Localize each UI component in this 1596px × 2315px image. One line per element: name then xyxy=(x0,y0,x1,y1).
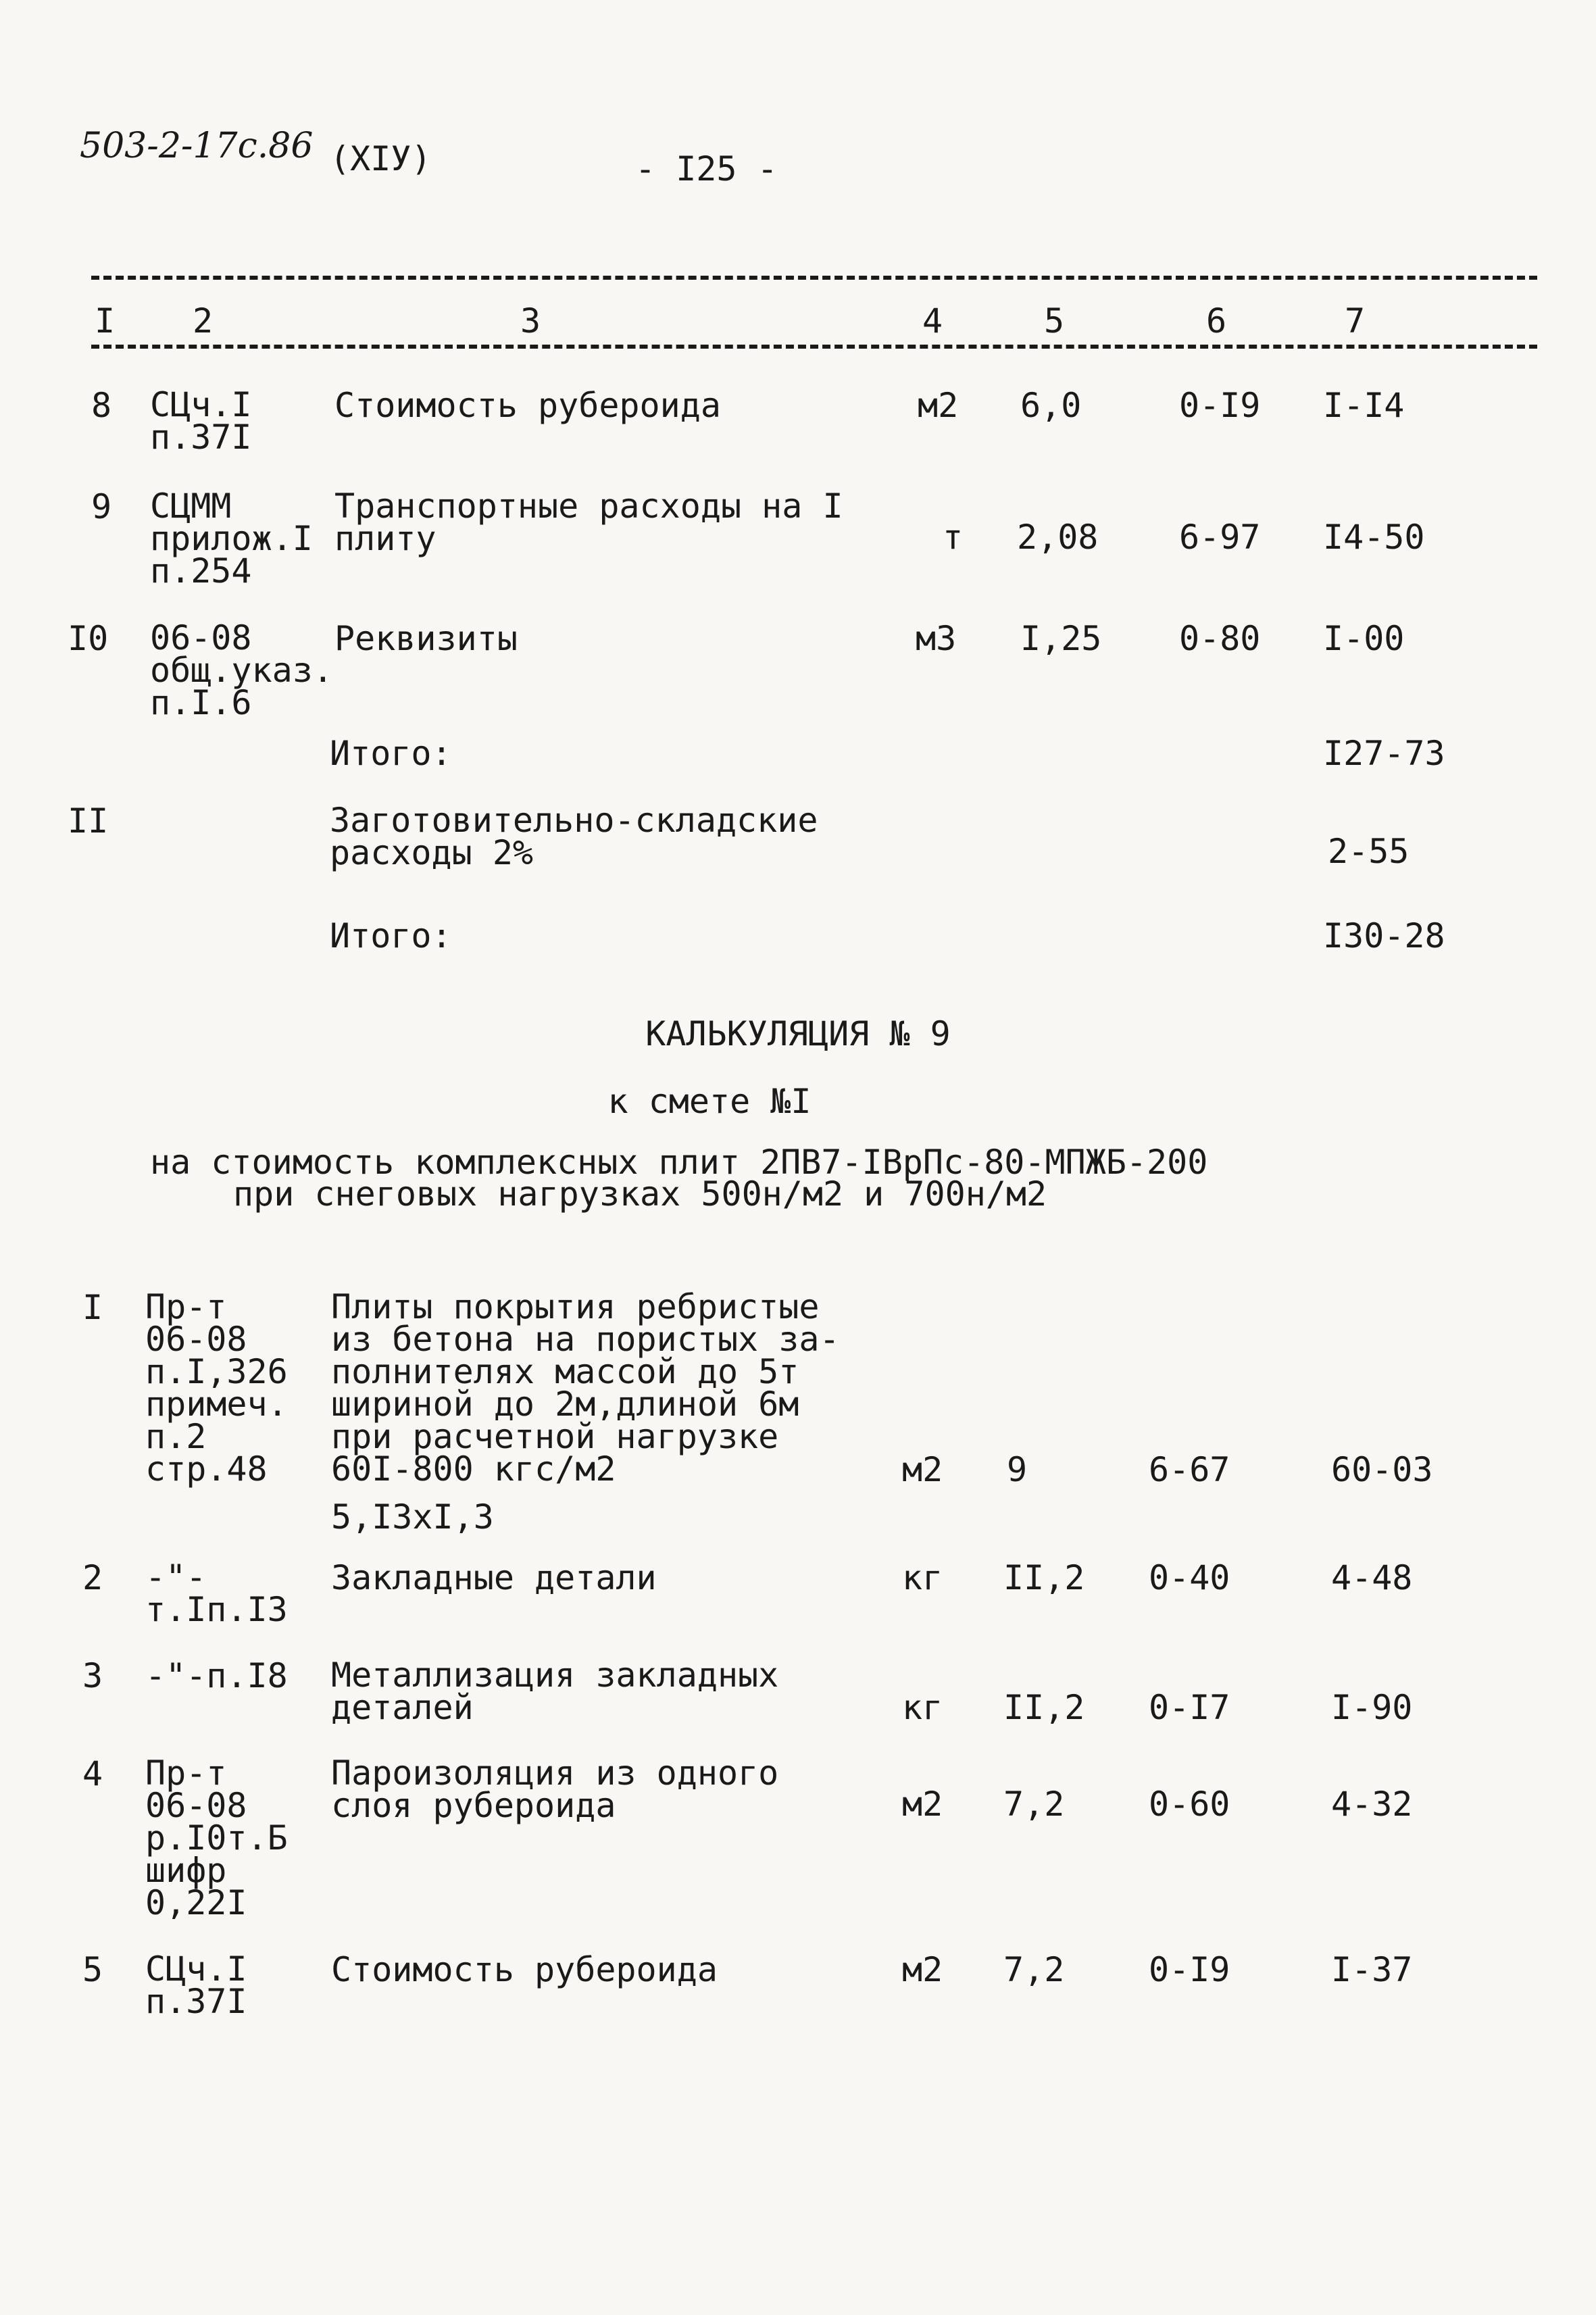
row-total: I-37 xyxy=(1331,1950,1413,1989)
row-price: 0-40 xyxy=(1149,1558,1230,1597)
calc-title: КАЛЬКУЛЯЦИЯ № 9 xyxy=(645,1014,951,1053)
row-price: 6-67 xyxy=(1149,1450,1230,1489)
row-total: 60-03 xyxy=(1331,1450,1433,1489)
row-reference: -"-п.I8 xyxy=(145,1656,288,1695)
col-header-2: 2 xyxy=(193,301,214,341)
row-number: 2 xyxy=(82,1558,103,1597)
row-price: 0-I9 xyxy=(1149,1950,1230,1989)
header-dashed-rule xyxy=(91,345,1537,349)
row-quantity: II,2 xyxy=(1003,1688,1085,1727)
subtotal-label: Итого: xyxy=(330,916,452,955)
row-reference: -"- т.Iп.I3 xyxy=(145,1558,288,1629)
row-quantity: 7,2 xyxy=(1003,1950,1065,1989)
row-description: Реквизиты xyxy=(334,619,518,658)
row-quantity: 2,08 xyxy=(1017,518,1099,557)
row-description: Металлизация закладных деталей xyxy=(331,1656,779,1727)
row-total: 4-48 xyxy=(1331,1558,1413,1597)
row-quantity: II,2 xyxy=(1003,1558,1085,1597)
row-price: 0-60 xyxy=(1149,1785,1230,1824)
row-total: 2-55 xyxy=(1328,832,1410,871)
row-description: Стоимость рубероида xyxy=(331,1950,718,1989)
document-code: 503-2-17с.86 xyxy=(80,126,314,166)
col-header-1: I xyxy=(95,301,116,341)
row-reference: СЦч.I п.37I xyxy=(145,1949,247,2021)
row-unit: м3 xyxy=(916,619,957,658)
row-description: Закладные детали xyxy=(331,1558,657,1597)
document-part: (XIУ) xyxy=(330,139,432,178)
row-number: I xyxy=(82,1288,103,1327)
row-reference: Пр-т 06-08 п.I,326 примеч. п.2 стр.48 xyxy=(145,1287,288,1489)
subtotal-value: I30-28 xyxy=(1323,916,1445,955)
row-total: 4-32 xyxy=(1331,1785,1413,1824)
row-unit: т xyxy=(943,518,964,557)
calc-subtitle: к смете №I xyxy=(607,1082,812,1121)
row-unit: кг xyxy=(902,1558,943,1597)
col-header-3: 3 xyxy=(520,301,541,341)
row-price: 6-97 xyxy=(1179,518,1261,557)
calc-description-line-2: при снеговых нагрузках 500н/м2 и 700н/м2 xyxy=(233,1174,1047,1214)
row-unit: м2 xyxy=(902,1950,943,1989)
row-unit: м2 xyxy=(918,386,959,425)
row-unit: кг xyxy=(902,1688,943,1727)
col-header-4: 4 xyxy=(922,301,943,341)
row-quantity: 6,0 xyxy=(1020,386,1082,425)
row-description: Плиты покрытия ребристые из бетона на пористых за- полнителях массой до 5т шириной до 2м,длиной 6м при расчетной нагрузке 60I-800 кгс/м2 xyxy=(331,1287,840,1489)
row-description: Пароизоляция из одного слоя рубероида xyxy=(331,1753,779,1825)
row-reference: СЦч.I п.37I xyxy=(150,385,252,457)
row-price: 0-I9 xyxy=(1179,386,1261,425)
row-unit: м2 xyxy=(902,1785,943,1824)
row-number: 5 xyxy=(82,1950,103,1989)
row-total: I-90 xyxy=(1331,1688,1413,1727)
calc-description-line-1: на стоимость комплексных плит 2ПВ7-IВрПс-80-МПЖБ-200 xyxy=(150,1143,1208,1182)
row-total: I-00 xyxy=(1323,619,1405,658)
row-price: 0-I7 xyxy=(1149,1688,1230,1727)
row-unit: м2 xyxy=(902,1450,943,1489)
row-reference: Пр-т 06-08 р.I0т.Б шифр 0,22I xyxy=(145,1753,288,1922)
row-description: Заготовительно-складские расходы 2% xyxy=(330,801,818,872)
row-number: 3 xyxy=(82,1656,103,1695)
top-dashed-rule xyxy=(91,276,1537,280)
row-quantity: 7,2 xyxy=(1003,1785,1065,1824)
row-number: II xyxy=(68,801,109,841)
col-header-5: 5 xyxy=(1044,301,1065,341)
row-quantity: 9 xyxy=(1007,1450,1028,1489)
row-reference: 06-08 общ.указ. п.I.6 xyxy=(150,618,333,722)
row-reference: СЦММ прилож.I п.254 xyxy=(150,487,313,591)
col-header-6: 6 xyxy=(1206,301,1227,341)
row-number: I0 xyxy=(68,619,109,658)
row-total: I-I4 xyxy=(1323,386,1405,425)
subtotal-value: I27-73 xyxy=(1323,734,1445,773)
col-header-7: 7 xyxy=(1345,301,1366,341)
row-price: 0-80 xyxy=(1179,619,1261,658)
row-number: 4 xyxy=(82,1754,103,1793)
row-quantity: I,25 xyxy=(1020,619,1102,658)
row-description: Стоимость рубероида xyxy=(334,386,721,425)
subtotal-label: Итого: xyxy=(330,734,452,773)
row-number: 8 xyxy=(91,386,112,425)
page-number: - I25 - xyxy=(635,149,778,189)
row-description: Транспортные расходы на I плиту xyxy=(334,487,843,558)
row-calculation-note: 5,I3хI,3 xyxy=(331,1497,494,1537)
row-number: 9 xyxy=(91,487,112,526)
row-total: I4-50 xyxy=(1323,518,1425,557)
